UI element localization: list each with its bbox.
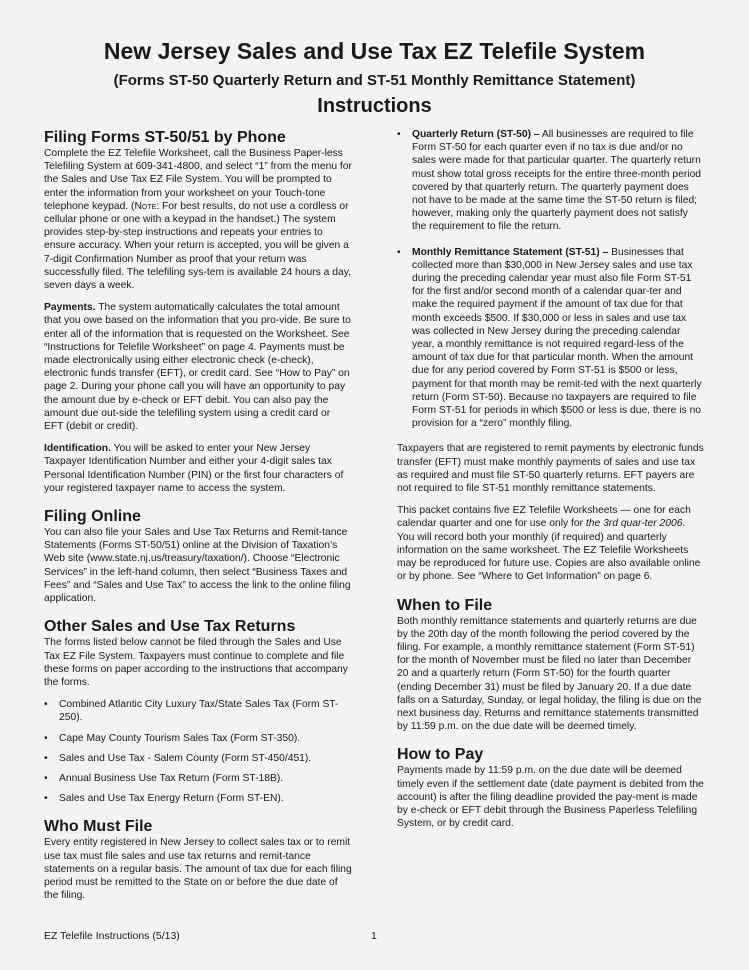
phone-paragraph: Complete the EZ Telefile Worksheet, call the Business Paper-less Telefiling System at 609-341-4800, and select “1” from the menu for the Sales and Use Tax EZ File System. You will be prompted to enter the information from your worksheet on your Touch-tone telephone keypad. (Note: For best results, do not use a cordless or cellular phone or one with a keypad in the handset.) The system provides step-by-step instructions and repeats your entries to ensure accuracy. When your return is accepted, you will be given a 7-digit Confirmation Number as proof that your return was successfully filed. The telefiling sys-tem is available 24 hours a day, seven days a week. — [44, 148, 352, 292]
list-item: • Combined Atlantic City Luxury Tax/State Sales Tax (Form ST-250). — [44, 698, 352, 724]
list-item: • Annual Business Use Tax Return (Form ST-18B). — [44, 772, 352, 785]
online-heading: Filing Online — [44, 508, 141, 526]
list-item: • Cape May County Tourism Sales Tax (Form ST-350). — [44, 732, 352, 745]
payments-paragraph: Payments. The system automatically calculates the total amount that you owe based on the information that you pro-vide. Be sure to enter all of the information that is requested on the Worksheet. See “Instructions for Telefile Worksheet” on page 4. Payments must be made electronically using either electronic check (e-check), electronic funds transfer (EFT), or credit card. See “How to Pay” on page 2. During your phone call you will have an opportunity to pay the amount due by e-check or EFT debit. You can also pay the amount due out-side the telefiling system using a credit card or EFT (debit or credit). — [44, 302, 351, 433]
other-returns-paragraph: The forms listed below cannot be filed through the Sales and Use Tax EZ File System. Taxpayers must continue to complete and file these forms on paper according to the instructions that accompany the forms. — [44, 637, 348, 688]
page-subtitle: (Forms ST-50 Quarterly Return and ST-51 Monthly Remittance Statement) — [113, 72, 636, 89]
identification-paragraph: Identification. You will be asked to enter your New Jersey Taxpayer Identification Number and either your 4-digit sales tax Personal Identification Number (PIN) or the first four characters of your registered taxpayer name to access the system. — [44, 443, 344, 494]
list-item: • Sales and Use Tax Energy Return (Form ST-EN). — [44, 792, 352, 805]
eft-paragraph: Taxpayers that are registered to remit payments by electronic funds transfer (EFT) must make monthly payments of sales and use tax as required and must file ST-50 quarterly returns. EFT payers are not required to file ST-51 monthly remittance statements. — [397, 443, 704, 495]
right-column — [397, 128, 705, 839]
footer-document-id: EZ Telefile Instructions (5/13) — [44, 930, 180, 942]
how-to-pay-paragraph: Payments made by 11:59 p.m. on the due date will be deemed timely even if the settlement date (date payment is debited from the account) is after the filing deadline provided the pay-ment is made by e-check or EFT debit through the Business Paperless Telefiling System, or by credit card. — [397, 765, 704, 830]
who-must-file-paragraph: Every entity registered in New Jersey to collect sales tax or to remit use tax must file sales and use tax returns and remit-tance statements on a regular basis. The amount of tax due for each filing period must be remitted to the State on or before the due date of the filing. — [44, 837, 352, 902]
how-to-pay-heading: How to Pay — [397, 746, 484, 764]
when-to-file-heading: When to File — [397, 596, 493, 614]
phone-heading: Filing Forms ST-50/51 by Phone — [44, 129, 286, 146]
when-to-file-paragraph: Both monthly remittance statements and quarterly returns are due by the 20th day of the month following the period covered by the filing. For example, a monthly remittance statement (Form ST-51) for the month of November must be filed no later than December 20 and a quarterly return (Form ST-50) for the fourth quarter (ending December 31) must be filed by January 20. If a due date falls on a Saturday, Sunday, or legal holiday, the filing is due on the next business day. Returns and remittance statements transmitted by 11:59 p.m. on the due date will be deemed timely. — [397, 615, 702, 733]
return-types-list — [397, 128, 705, 430]
left-column — [44, 128, 352, 911]
who-must-file-heading: Who Must File — [44, 818, 153, 836]
instructions-heading: Instructions — [317, 95, 432, 117]
other-returns-list — [44, 698, 352, 805]
quarterly-return-item: • Quarterly Return (ST-50) – All businesses are required to file Form ST-50 for each quarter even if no tax is due and/or no sales were made for that particular quarter. The quarterly return must show total gross receipts for the entire three-month period covered by that quarterly return. The quarterly payment does not have to be made at the same time the ST-50 return is filed; however, making only the quarterly payment does not satisfy the requirement to file the return. — [397, 128, 705, 234]
packet-paragraph: This packet contains five EZ Telefile Worksheets — one for each calendar quarter and one for use only for the 3rd quar-ter 2006. You will record both your monthly (if required) and quarterly information on the same worksheet. The EZ Telefile Worksheets may be reproduced for future use. Copies are also available online or by phone. See “Where to Get Information” on page 6. — [397, 505, 701, 583]
online-paragraph: You can also file your Sales and Use Tax Returns and Remit-tance Statements (Forms ST-50/51) online at the Division of Taxation’s Web site (www.state.nj.us/treasury/taxation/). Choose “Electronic Services” in the left-hand column, then select “Business Taxes and Fees” and “Sales and Use Tax” to access the link to the online filing application. — [44, 527, 351, 605]
page-number: 1 — [371, 930, 377, 942]
monthly-remittance-item: • Monthly Remittance Statement (ST-51) – Businesses that collected more than $30,000 in New Jersey sales and use tax during the preceding calendar year must also file Form ST-51 for the first and/or second month of a calendar quar-ter and make the required payment if the amount of tax due for that month exceeds $500. If $30,000 or less in sales and use tax was collected in New Jersey during the preceding calendar year, a monthly remittance is not required regard-less of the amount of tax due for that particular month. When the amount due for any period covered by Form ST-51 is $500 or less, payment for that month may be remit-ted with the next quarterly return (Form ST-50). Because no taxpayers are required to file Form ST-51 for periods in which $500 or less is due, there is no provision for a “zero” monthly filing. — [397, 246, 705, 431]
other-returns-heading: Other Sales and Use Tax Returns — [44, 618, 296, 636]
list-item: • Sales and Use Tax - Salem County (Form ST-450/451). — [44, 752, 352, 765]
page-title: New Jersey Sales and Use Tax EZ Telefile System — [103, 38, 646, 64]
